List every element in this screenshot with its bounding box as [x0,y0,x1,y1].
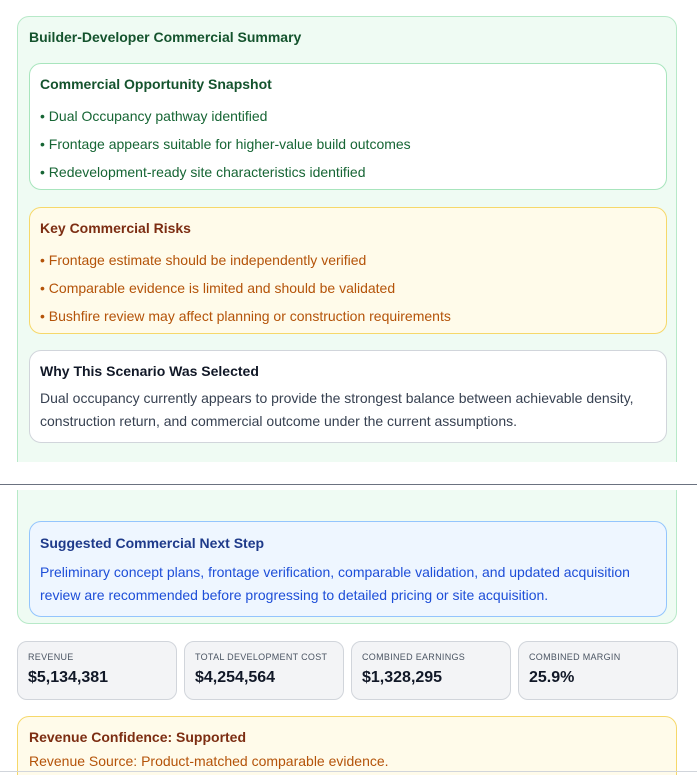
list-item: • Bushfire review may affect planning or construction requirements [40,308,451,324]
list-item: • Dual Occupancy pathway identified [40,108,268,124]
risks-list [40,246,451,330]
snapshot-list [40,102,411,186]
commercial-risks-card [29,207,667,334]
rationale-title: Why This Scenario Was Selected [40,363,259,379]
list-item: • Frontage estimate should be independently verified [40,252,367,268]
next-step-title: Suggested Commercial Next Step [40,535,265,551]
metric-label: TOTAL DEVELOPMENT COST [195,652,328,662]
metric-value: $5,134,381 [28,669,109,686]
scenario-rationale-card [29,350,667,443]
commercial-summary-panel-continued [17,490,677,624]
confidence-title: Revenue Confidence: Supported [29,729,247,745]
combined-earnings-metric [351,641,511,700]
metric-label: COMBINED MARGIN [529,652,621,662]
list-item: • Comparable evidence is limited and should be validated [40,280,396,296]
revenue-metric [17,641,177,700]
rationale-text: Dual occupancy currently appears to provide the strongest balance between achievable density, construction return, and commercial outcome under the current assumptions. [40,390,634,429]
page-break-line [0,484,697,485]
page-two [0,490,697,775]
next-step-card [29,521,667,617]
metric-value: $4,254,564 [195,669,276,686]
metric-value: $1,328,295 [362,669,443,686]
summary-title: Builder-Developer Commercial Summary [29,29,302,45]
risks-title: Key Commercial Risks [40,220,191,236]
combined-margin-metric [518,641,678,700]
commercial-summary-panel [17,16,677,462]
metric-value: 25.9% [529,669,575,686]
revenue-confidence-card [17,716,677,775]
list-item: • Redevelopment-ready site characteristics identified [40,164,366,180]
development-cost-metric [184,641,344,700]
metric-label: REVENUE [28,652,74,662]
opportunity-snapshot-card [29,63,667,190]
snapshot-title: Commercial Opportunity Snapshot [40,76,272,92]
metric-label: COMBINED EARNINGS [362,652,466,662]
list-item: • Frontage appears suitable for higher-value build outcomes [40,136,411,152]
confidence-source: Revenue Source: Product-matched comparable evidence. [29,753,389,769]
next-step-text: Preliminary concept plans, frontage verification, comparable validation, and updated acquisition review are recommended before progressing to detailed pricing or site acquisition. [40,564,630,603]
page-bottom-line [0,771,697,772]
